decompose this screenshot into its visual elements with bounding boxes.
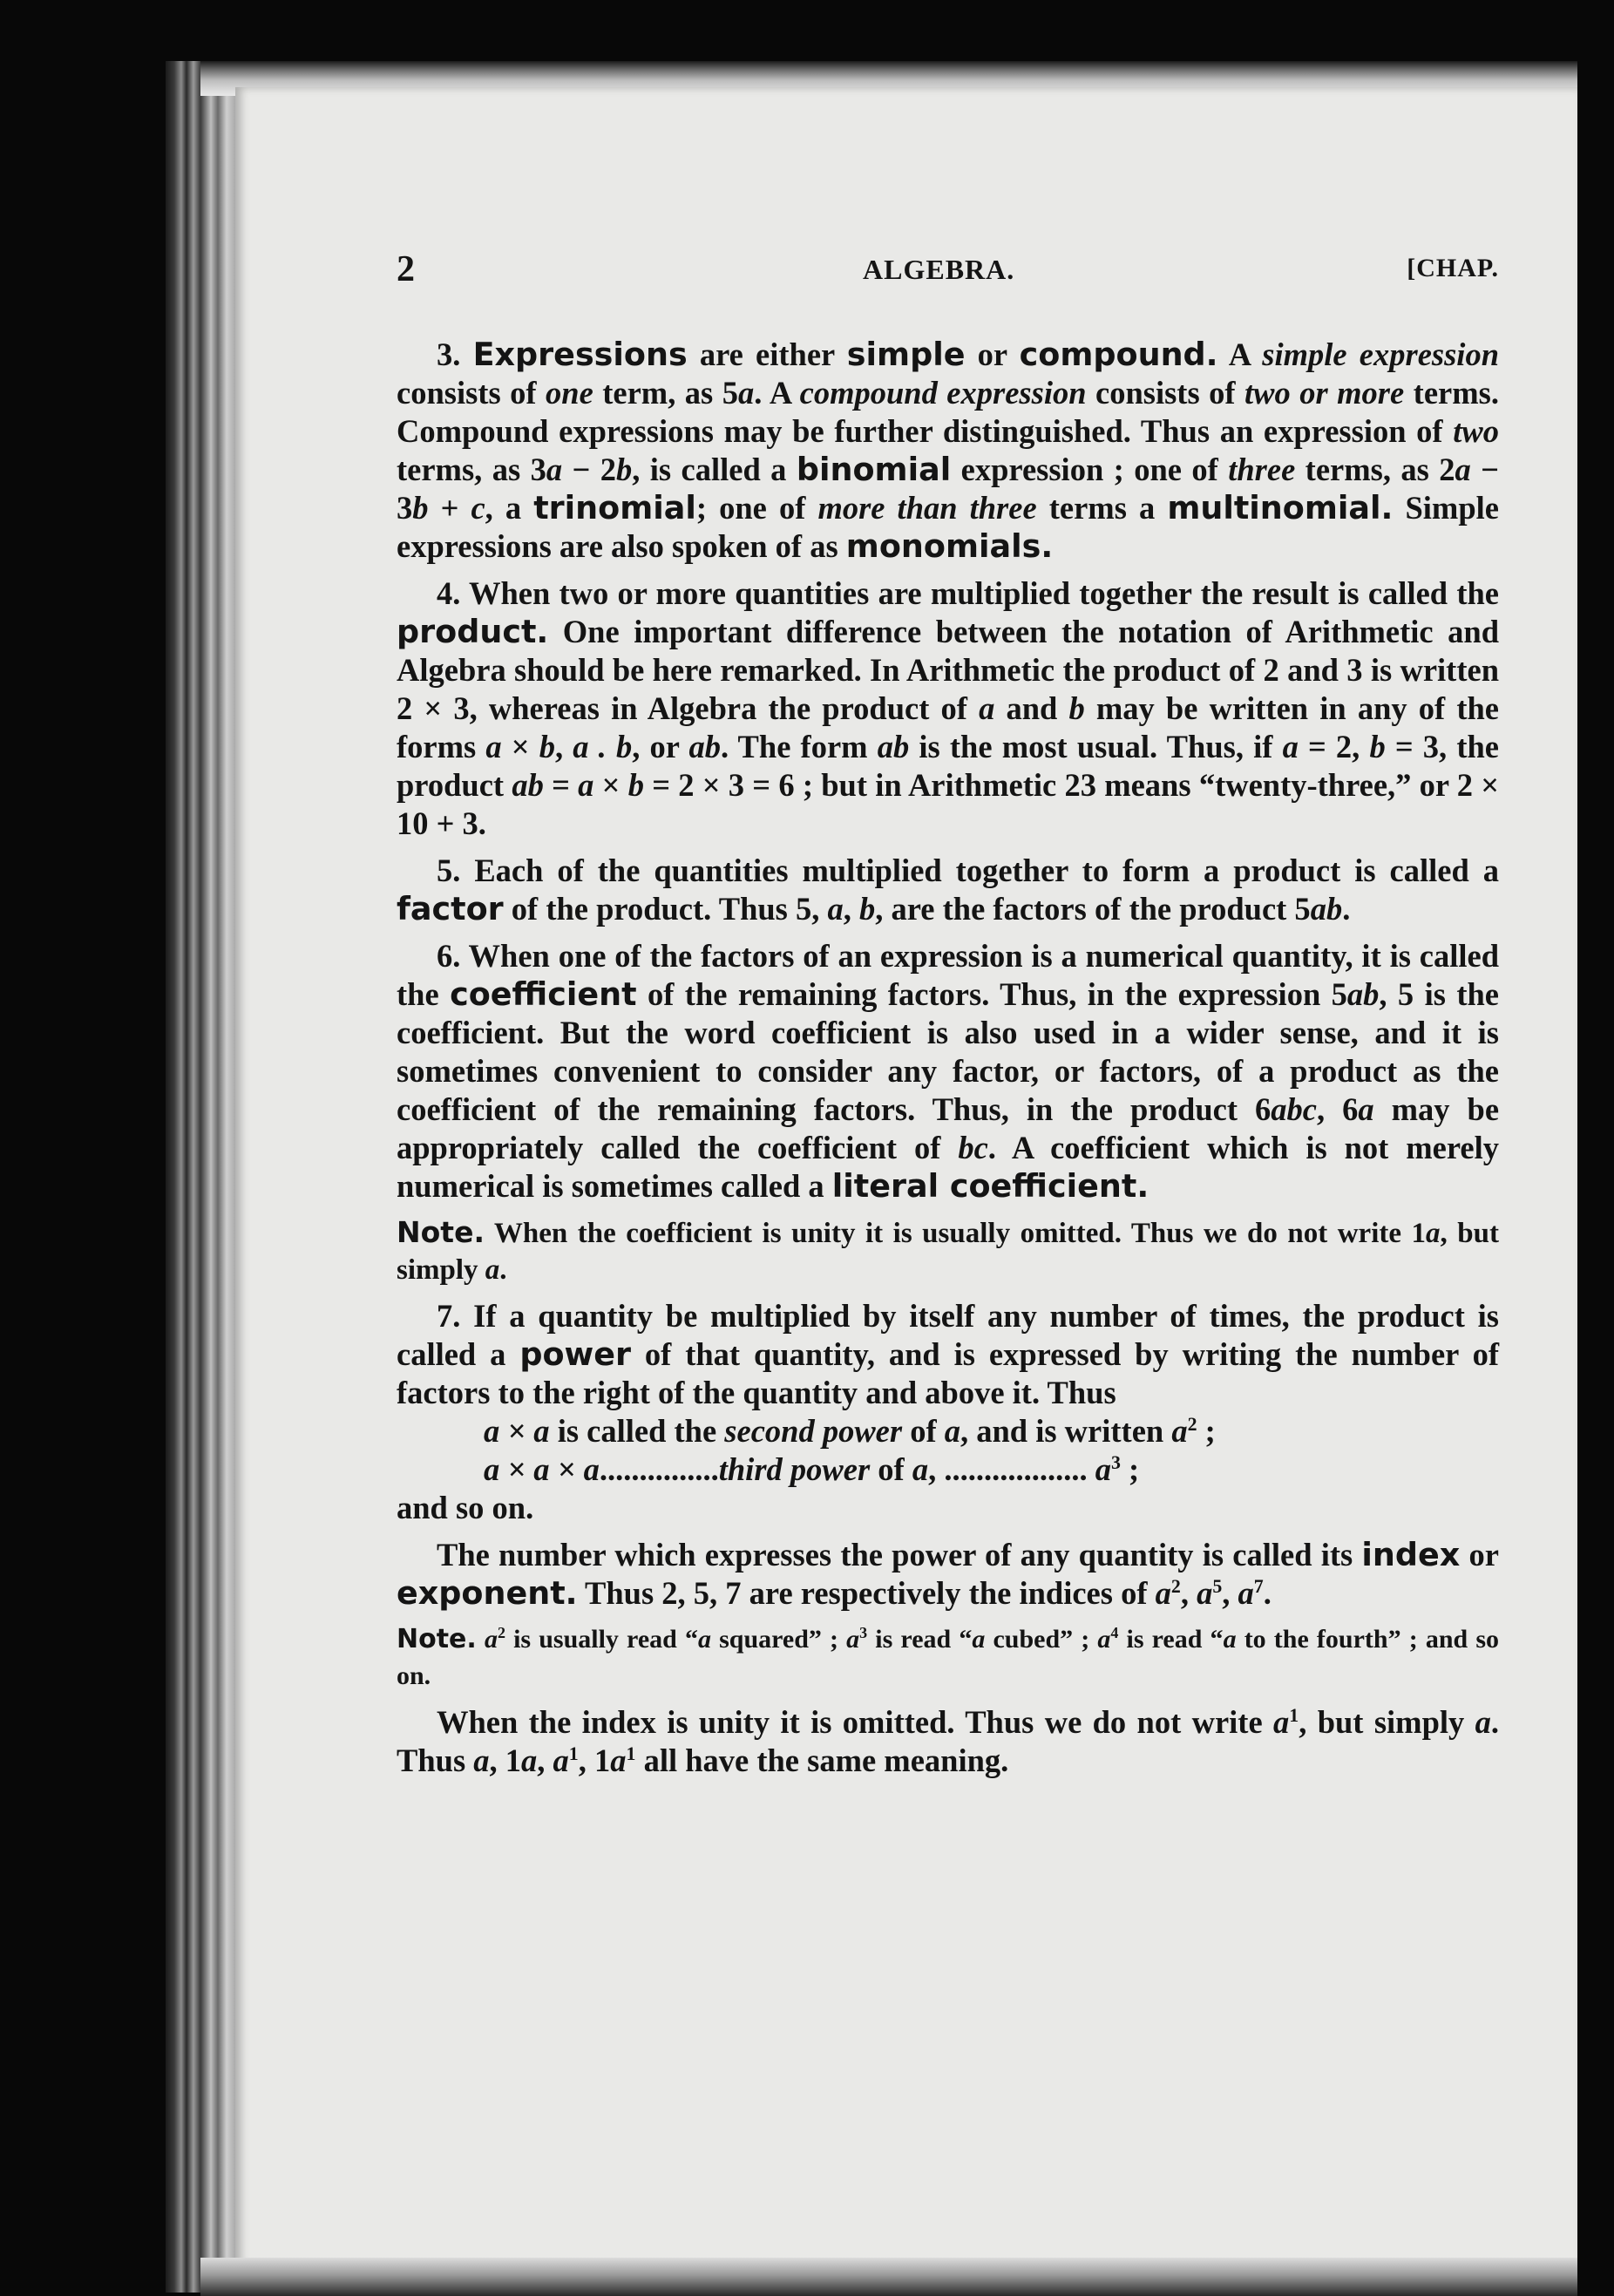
power-example-line-1: a × a is called the second power of a, and is written $a^2$ ; xyxy=(484,1412,1216,1449)
page-number: 2 xyxy=(397,249,415,289)
page-edge-stack xyxy=(166,61,244,2293)
paragraph-6: 6. When one of the factors of an expression is a numerical quantity, it is called the coefficient of the remaining factors. Thus, in the expression 5ab, 5 is the coefficient. But the word coefficient is also used in a wider sense, and it is sometimes convenient to consider any factor, or factors, of a product as the coefficient of the remaining factors. Thus, in the product 6abc, 6a may be appropriately called the coefficient of bc. A coefficient which is not merely numerical is sometimes called a literal coefficient. xyxy=(397,938,1500,1205)
running-head xyxy=(397,248,1499,289)
note-2: Note. $a^2$ is usually read “a squared” ; $a^3$ is read “a cubed” ; $a^4$ is read “a to the fourth” ; and so on. xyxy=(397,1624,1500,1690)
paragraph-7: 7. If a quantity be multiplied by itself any number of times, the product is called a power of that quantity, and is expressed by writing the number of factors to the right of the quantity and above it. Thus xyxy=(397,1298,1500,1410)
page-body xyxy=(397,336,1499,1780)
and-so-on: and so on. xyxy=(397,1490,534,1525)
paragraph-5: 5. Each of the quantities multiplied together to form a product is called a factor of the product. Thus 5, a, b, are the factors of the product 5ab. xyxy=(397,853,1499,927)
note-1: Note. When the coefficient is unity it is usually omitted. Thus we do not write 1a, but simply a. xyxy=(397,1215,1499,1286)
running-title: ALGEBRA. xyxy=(863,254,1015,285)
paragraph-4: 4. When two or more quantities are multiplied together the result is called the product. One important difference between the notation of Arithmetic and Algebra should be here remarked. In Arithmetic the product of 2 and 3 is written 2 × 3, whereas in Algebra the product of a and b may be written in any of the forms a × b, a . b, or ab. The form ab is the most usual. Thus, if a = 2, b = 3, the product ab = a × b = 2 × 3 = 6 ; but in Arithmetic 23 means “twenty-three,” or 2 × 10 + 3. xyxy=(397,575,1500,841)
power-example-line-2: a × a × a...............third power of a, .................. $a^3$ ; xyxy=(484,1450,1140,1487)
paragraph-unity-index: When the index is unity it is omitted. Thus we do not write $a^1$, but simply a. Thus a, 1a, $a^1$, $1a^1$ all have the same meaning. xyxy=(397,1703,1499,1778)
paragraph-index: The number which expresses the power of any quantity is called its index or exponent. Thus 2, 5, 7 are respectively the indices of $a^2$, $a^5$, $a^7$. xyxy=(397,1536,1500,1612)
page-bottom-edge xyxy=(200,2258,1577,2296)
chapter-mark: [CHAP. xyxy=(1407,254,1499,282)
paragraph-3: 3. Expressions are either simple or compound. A simple expression consists of one term, as 5a. A compound expression consists of two or more terms. Compound expressions may be further distinguished. Thus an expression of two terms, as 3a − 2b, is called a binomial expression ; one of three terms, as 2a − 3b + c, a trinomial; one of more than three terms a multinomial. Simple expressions are also spoken of as monomials. xyxy=(397,336,1500,565)
